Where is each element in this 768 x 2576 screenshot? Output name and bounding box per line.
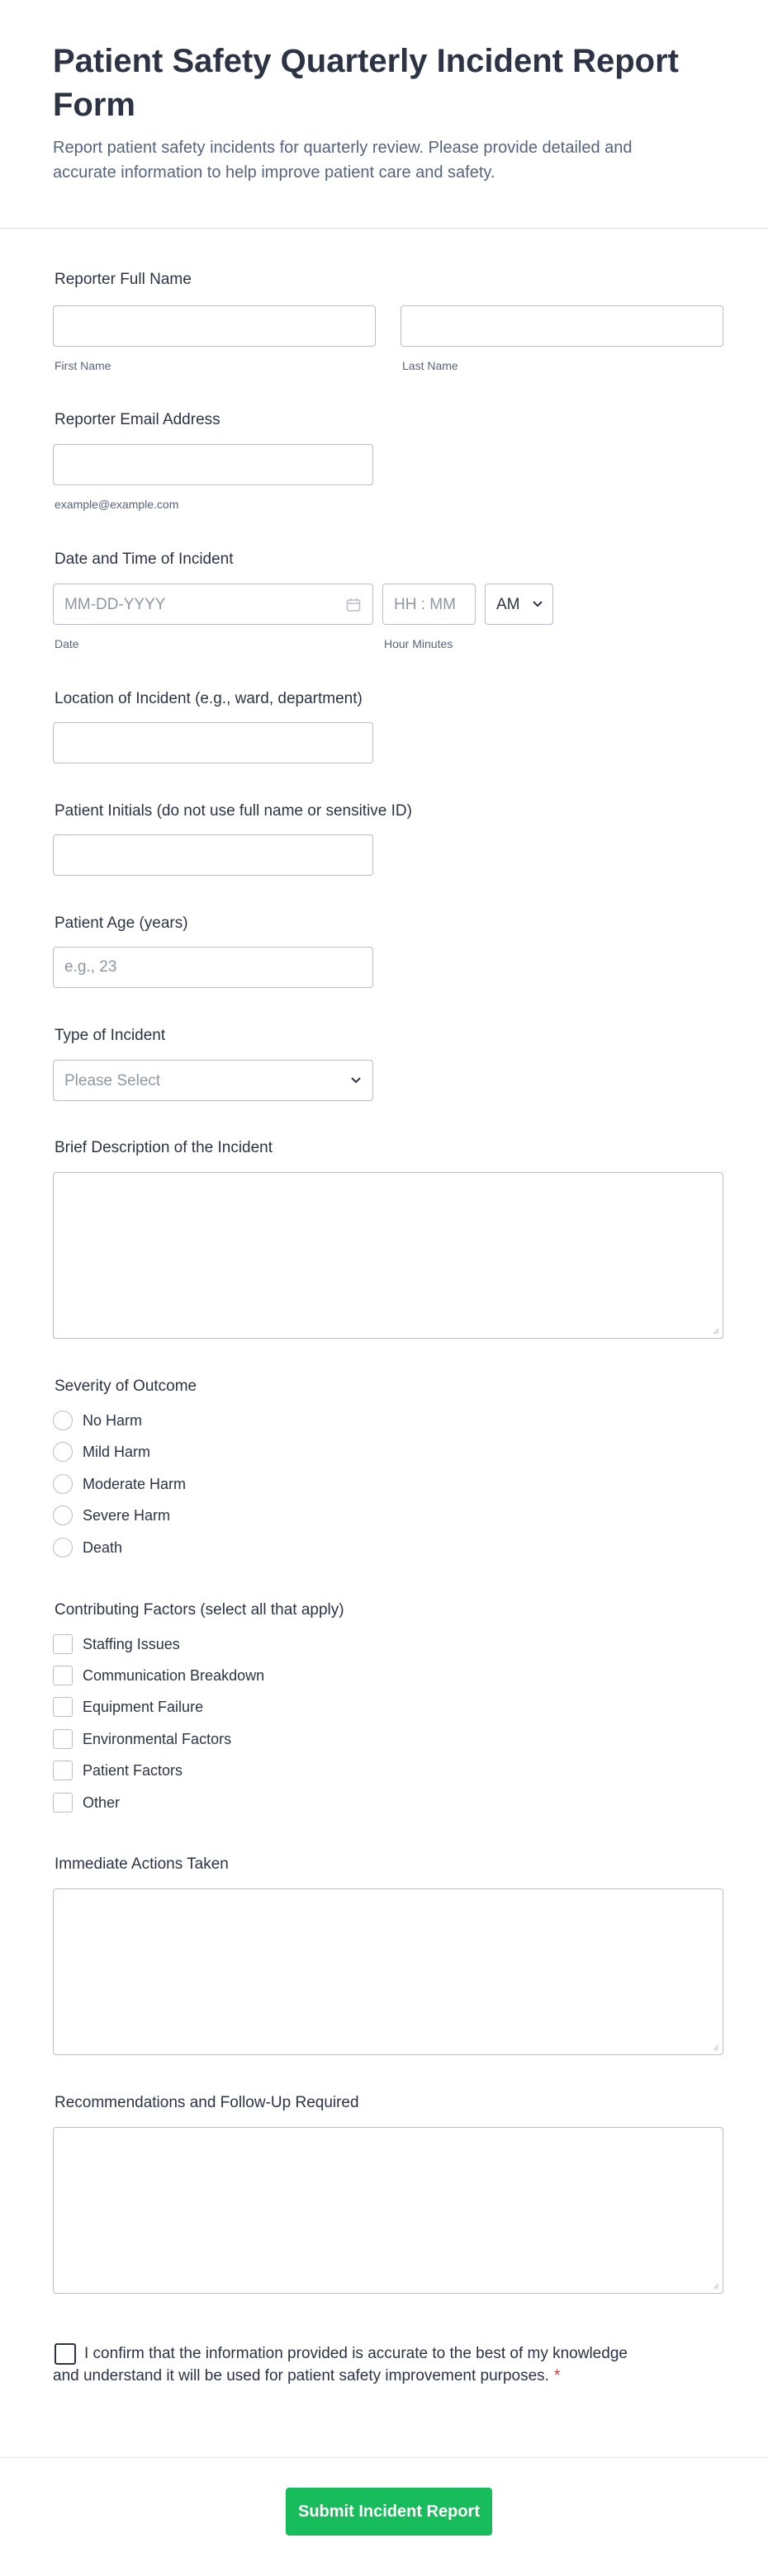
required-marker: *: [553, 2367, 561, 2385]
checkbox[interactable]: [53, 1697, 73, 1717]
severity-option-label: Moderate Harm: [83, 1476, 187, 1492]
actions-textarea[interactable]: [53, 1888, 723, 2055]
location-label: Location of Incident (e.g., ward, department): [55, 690, 363, 707]
actions-label: Immediate Actions Taken: [55, 1855, 229, 1873]
submit-button[interactable]: Submit Incident Report: [286, 2488, 492, 2536]
date-sublabel: Date: [55, 637, 79, 650]
date-placeholder: MM-DD-YYYY: [64, 596, 166, 613]
form-description: Report patient safety incidents for quarterly review. Please provide detailed and accurate information to help improve patient care and safety.: [53, 139, 633, 182]
factor-option-label: Environmental Factors: [83, 1731, 232, 1747]
factor-option-label: Other: [83, 1794, 121, 1811]
chevron-down-icon: [351, 1077, 361, 1084]
email-input[interactable]: [53, 444, 373, 485]
email-sublabel: example@example.com: [55, 498, 179, 511]
first-name-input[interactable]: [53, 305, 376, 347]
ampm-select[interactable]: [485, 584, 553, 625]
checkbox[interactable]: [53, 1729, 73, 1749]
checkbox[interactable]: [53, 1634, 73, 1654]
last-name-input[interactable]: [401, 305, 723, 347]
reporter-name-label: Reporter Full Name: [55, 271, 192, 288]
factor-option-label: Patient Factors: [83, 1762, 183, 1779]
patient-age-label: Patient Age (years): [55, 915, 188, 932]
description-textarea[interactable]: [53, 1172, 723, 1339]
radio-button[interactable]: [53, 1505, 73, 1525]
severity-option-label: Mild Harm: [83, 1444, 151, 1460]
radio-button[interactable]: [53, 1411, 73, 1430]
last-name-sublabel: Last Name: [402, 359, 458, 372]
confirm-statement: [53, 2342, 647, 2387]
severity-label: Severity of Outcome: [55, 1378, 197, 1395]
checkbox[interactable]: [53, 1793, 73, 1813]
ampm-value: AM: [496, 596, 520, 613]
patient-initials-label: Patient Initials (do not use full name or sensitive ID): [55, 802, 412, 820]
incident-type-label: Type of Incident: [55, 1027, 166, 1044]
incident-type-select[interactable]: [53, 1060, 373, 1101]
calendar-icon[interactable]: [346, 598, 361, 612]
resize-handle-icon[interactable]: [713, 1328, 719, 1335]
resize-handle-icon[interactable]: [713, 2283, 719, 2290]
location-input[interactable]: [53, 722, 373, 763]
form-header: [0, 0, 768, 229]
severity-option-label: Severe Harm: [83, 1507, 171, 1524]
radio-button[interactable]: [53, 1538, 73, 1557]
incident-datetime-label: Date and Time of Incident: [55, 551, 234, 568]
radio-button[interactable]: [53, 1474, 73, 1494]
reporter-email-label: Reporter Email Address: [55, 411, 220, 428]
checkbox[interactable]: [53, 1666, 73, 1685]
time-sublabel: Hour Minutes: [384, 637, 453, 650]
time-input[interactable]: [382, 584, 476, 625]
recommendations-label: Recommendations and Follow-Up Required: [55, 2094, 359, 2111]
incident-type-placeholder: Please Select: [64, 1072, 161, 1089]
factor-option-label: Equipment Failure: [83, 1699, 204, 1715]
chevron-down-icon: [533, 601, 543, 607]
patient-initials-input[interactable]: [53, 834, 373, 876]
severity-option-label: Death: [83, 1539, 123, 1556]
confirm-text: I confirm that the information provided is accurate to the best of my knowledge and understand it will be used for patient safety improvement purposes.: [53, 2345, 628, 2385]
radio-button[interactable]: [53, 1442, 73, 1462]
recommendations-textarea[interactable]: [53, 2127, 723, 2294]
time-placeholder: HH : MM: [394, 596, 456, 613]
date-input[interactable]: [53, 584, 373, 625]
checkbox[interactable]: [53, 1761, 73, 1780]
severity-option-label: No Harm: [83, 1412, 143, 1429]
resize-handle-icon[interactable]: [713, 2044, 719, 2051]
factor-option-label: Communication Breakdown: [83, 1667, 265, 1684]
factor-option-label: Staffing Issues: [83, 1636, 180, 1652]
form-title: Patient Safety Quarterly Incident Report Form: [53, 43, 679, 123]
description-label: Brief Description of the Incident: [55, 1139, 273, 1156]
first-name-sublabel: First Name: [55, 359, 111, 372]
patient-age-input[interactable]: [53, 947, 373, 988]
factors-label: Contributing Factors (select all that apply): [55, 1601, 344, 1619]
